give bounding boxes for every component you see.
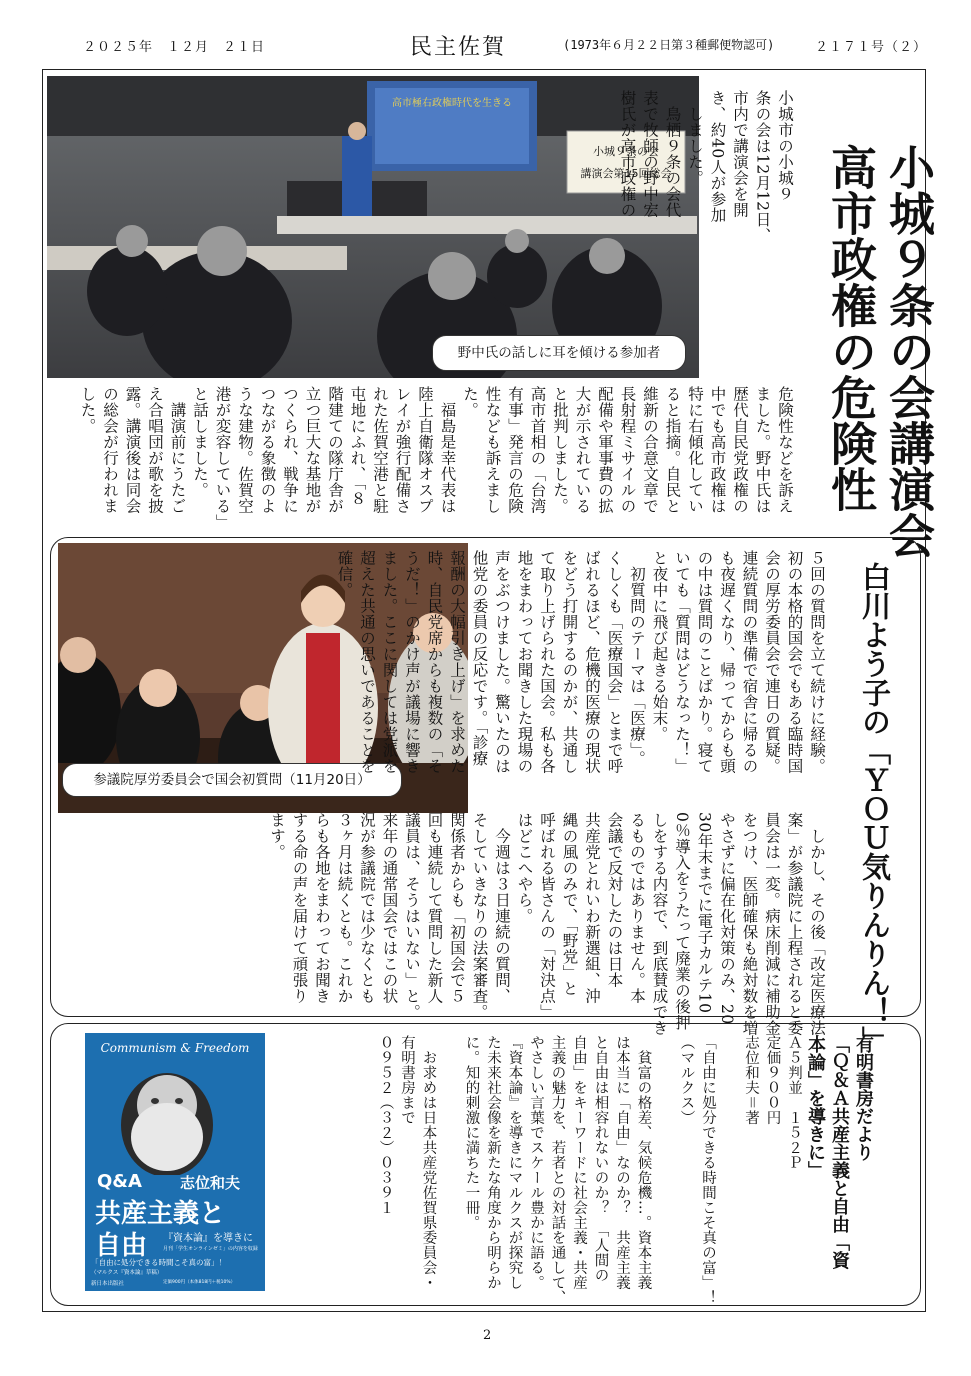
postal-permit: (1973年６月２２日第３種郵便物認可): [563, 38, 775, 52]
article1-headline-line1: 小城９条の会講演会: [882, 144, 936, 559]
book-cover-quote-source: （マルクス『資本論』草稿）: [91, 1270, 163, 1276]
svg-text:講演会第15回総会: 講演会第15回総会: [580, 167, 672, 180]
book-cover-qa: Q&A: [97, 1171, 142, 1192]
article3-body: Ａ５判並 １５２Ｐ 定価９００円 志位和夫＝著 「自由に処分できる時間こそ真の富」！ （マルクス） 貧富の格差、気候危機…。資本主義 は本当に「自由」なのか？ 共産主義 と自由は相容れないのか？ 「人間の 自由」をキーワードに社会主義・共産 主義の魅力を、若者との対話を通して、 やさしい言葉でスケール豊かに語る。 『資本論』を導きにマルクスが探究し た未来社会像を新たな角度から明らか に。知的刺激に満ちた一冊。 お求めは日本共産党佐賀県委員会・ 有明書房まで ０９５２（３２）０３９１: [377, 1035, 802, 1305]
article2-headline: 白川よう子の「ＹＯＵ気りんりん！」: [858, 562, 892, 1055]
article1-headline-line2: 高市政権の危険性: [824, 144, 878, 513]
article1-headline: [822, 112, 971, 558]
svg-text:小城９条の会: 小城９条の会: [593, 145, 659, 158]
article1-body-top: 小城市の小城９ 条の会は12月12日、 市内で講演会を開 き、約40人が参加 しました。 鳥栖９条の会代 表で牧師の野中宏 樹氏が高市政権の: [618, 90, 794, 244]
book-cover-publisher: 新日本出版社: [91, 1281, 125, 1287]
svg-text:高市極右政権時代を生きる: 高市極右政権時代を生きる: [392, 98, 512, 109]
lecture-photo: [47, 76, 699, 378]
committee-photo-caption: 参議院厚労委員会で国会初質問（11月20日）: [62, 763, 402, 797]
lecture-photo-caption: 野中氏の話しに耳を傾ける参加者: [432, 335, 686, 371]
book-cover-note: 月刊「学生オンラインゼミ」の内容を収録: [163, 1246, 258, 1252]
article2-body-top: ５回の質問を立て続けに経験。 初の本格的国会でもある臨時国 会の厚労委員会で連日の質疑。 連続質問の準備で宿舎に帰るの も夜遅くなり、帰ってからも頭 の中は質問のことばかり。寝て いても「質問はどうなった！」 と夜中に飛び起きる始末。 初質問のテーマは「医療」。 くしくも「医療国会」とまで呼 ばれるほど、危機的医療の現状 をどう打開するのかが、共通し て取り上げられた国会。私も各 地をまわってお聞きした現場の 声をぶつけました。驚いたのは 他党の委員の反応です。「診療 報酬の大幅引き上げ」を求めた 時、自民党席からも複数の「そ うだ！」のかけ声が議場に響き ました。ここに関しては党派を 超えた共通の思いであることを 確信。: [335, 550, 826, 774]
page-number: 2: [483, 1328, 492, 1343]
article2-body-bottom: しかし、その後「改定医療法 案」が参議院に上程されると委 員会は一変。病床削減に補助金 をつけ、医師確保も絶対数を増 やさずに偏在化対策のみ、20 30年末までに電子カルテ10 0％導入をうたって廃業の後押 しをする内容で、到底賛成でき るものではありません。本 会議で反対したのは日本 共産党とれいわ新選組、沖 縄の風のみで、「野党」と 呼ばれる皆さんの「対決点」 はどこへやら。 今週は３日連続の質問、 そしていきなりの法案審査。 関係者からも「初国会で５ 回も連続して質問した新人 議員は、そうはいない」と。 来年の通常国会ではこの状 況が参議院では少なくとも ３ヶ月は続くとも。これか らも各地をまわってお聞き する命の声を届けて頑張り ます。: [268, 812, 826, 1036]
lecture-photo-image: [47, 76, 699, 378]
book-cover-price: 定価900円（本体818円＋税10%）: [163, 1280, 236, 1285]
issue-number: ２１７１号（２）: [815, 40, 928, 55]
newspaper-title: 民主佐賀: [410, 35, 507, 60]
book-cover-title-1: 共産主義と: [95, 1199, 226, 1229]
book-cover: [85, 1033, 265, 1291]
book-cover-author: 志位和夫: [180, 1174, 241, 1192]
issue-date: ２０２５年 １２月 ２１日: [83, 40, 266, 55]
book-cover-subtitle: 『資本論』を導きに: [163, 1233, 253, 1244]
book-cover-quote: 「自由に処分できる時間こそ真の富」！: [91, 1258, 226, 1267]
book-cover-script: Communism & Freedom: [100, 1041, 250, 1055]
book-cover-title-2: 自由: [95, 1231, 148, 1261]
article3-headline: 有明書房だより 「Ｑ＆Ａ共産主義と自由「資 本論」を導きに」: [805, 1035, 874, 1269]
marx-portrait-image: [107, 1065, 227, 1175]
article1-body-bottom: 危険性などを訴え ました。野中氏は 歴代自民党政権の 中でも高市政権は 特に右傾化してい ると指摘。自民と 維新の合意文章で 長射程ミサイルの 配備や軍事費の拡 大が示されている と批判しました。 高市首相の「台湾 有事」発言の危険 性なども訴えまし た。 福島是幸代表は 陸上自衛隊オスプ レイが強行配備さ れた佐賀空港と駐 屯地にふれ、「８ 階建ての隊庁舎が 立つ巨大な基地が つくられ、戦争に つながる象徴のよ うな建物。佐賀空 港が変容している」 と話しました。 講演前にうたご え合唱団が歌を披 露。講演後は同会 の総会が行われま した。: [78, 386, 794, 530]
